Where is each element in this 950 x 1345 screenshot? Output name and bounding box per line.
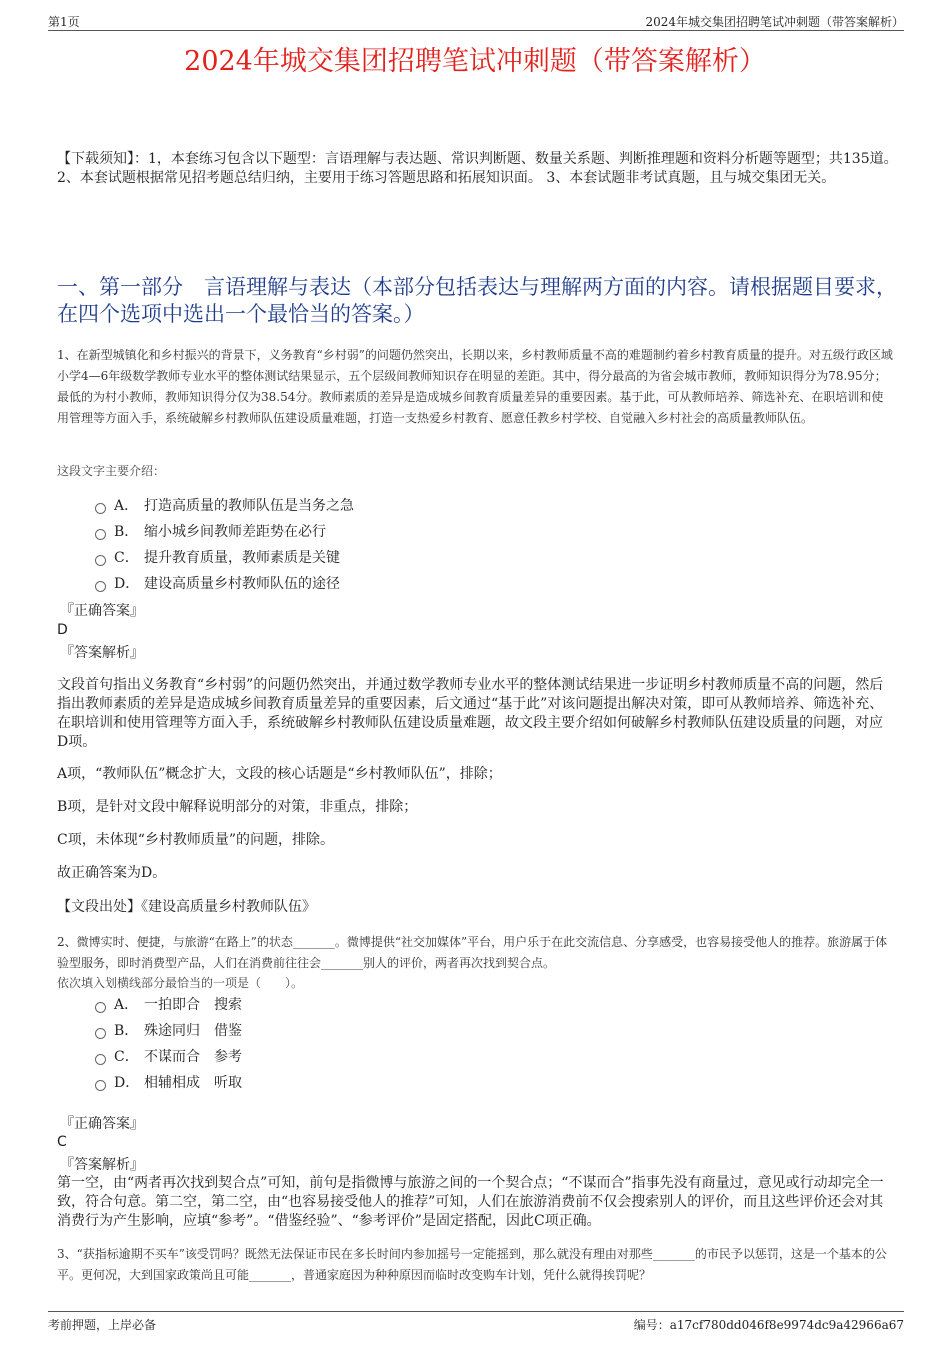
radio-icon[interactable] [95,1080,106,1091]
q2-analysis: 第一空，由“两者再次找到契合点”可知，前句是指微博与旅游之间的一个契合点；“不谋而合”指事先没有商量过，意见或行动却完全一致，符合句意。第二空，第二空，由“也容易接受他人的推荐”可知，人们在旅游消费前不仅会搜索别人的评价，而且这些评价还会对其消费行为产生影响，应填“参考”。“借鉴经验”、“参考评价”是固定搭配，因此C项正确。 [57,1175,884,1229]
q1-option-d[interactable]: D． 建设高质量乡村教师队伍的途径 [95,573,340,595]
q1-source: 【文段出处】《建设高质量乡村教师队伍》 [57,899,316,915]
question-2-text: 2、微博实时、便捷，与旅游“在路上”的状态_______。微博提供“社交加媒体”平台，用户乐于在此交流信息、分享感受，也容易接受他人的推荐。旅游属于体验型服务，即时消费型产品，人们在消费前往往会_______别人的评价，两者再次找到契合点。 [57,935,888,970]
q1-analysis-c: C项，未体现“乡村教师质量”的问题，排除。 [57,832,335,848]
q1-answer-label: 『正确答案』 [60,603,144,619]
q1-analysis-conclusion: 故正确答案为D。 [57,865,167,881]
footer-slogan: 考前押题，上岸必备 [48,1318,157,1332]
q1-analysis-a: A项，“教师队伍”概念扩大，文段的核心话题是“乡村教师队伍”，排除； [57,766,502,782]
download-notice: 【下载须知】：1，本套练习包含以下题型：言语理解与表达题、常识判断题、数量关系题、判断推理题和资料分析题等题型；共135道。 2、本套试题根据常见招考题总结归纳，主要用于练习答题思路和拓展知识面。 3、本套试题非考试真题，且与城交集团无关。 [57,151,898,186]
radio-icon[interactable] [95,1002,106,1013]
q2-option-b[interactable]: B． 殊途同归 借鉴 [95,1020,242,1042]
question-1-lead: 这段文字主要介绍： [57,464,166,478]
radio-icon[interactable] [95,529,106,540]
q2-answer: C [57,1134,67,1150]
q1-analysis-label: 『答案解析』 [60,645,144,661]
q2-answer-label: 『正确答案』 [60,1116,144,1132]
radio-icon[interactable] [95,581,106,592]
page-number: 第1页 [48,15,80,29]
q2-option-d[interactable]: D． 相辅相成 听取 [95,1072,242,1094]
page-title: 2024年城交集团招聘笔试冲刺题（带答案解析） [184,46,766,77]
header-doc-title: 2024年城交集团招聘笔试冲刺题（带答案解析） [645,15,904,29]
radio-icon[interactable] [95,1054,106,1065]
section-heading: 一、第一部分 言语理解与表达（本部分包括表达与理解两方面的内容。请根据题目要求，在四个选项中选出一个最恰当的答案。） [57,275,897,326]
q1-analysis-b: B项，是针对文段中解释说明部分的对策，非重点，排除； [57,799,418,815]
question-1-text: 1、在新型城镇化和乡村振兴的背景下，义务教育“乡村弱”的问题仍然突出，长期以来，乡村教师质量不高的难题制约着乡村教育质量的提升。对五级行政区域小学4—6年级数学教师专业水平的整体测试结果显示，五个层级间教师知识存在明显的差距。其中，得分最高的为省会城市教师，教师知识得分为78.95分；最低的为村小教师，教师知识得分仅为38.54分。教师素质的差异是造成城乡间教育质量差异的重要因素。基于此，可从教师培养、筛选补充、在职培训和使用管理等方面入手，系统破解乡村教师队伍建设质量难题，打造一支热爱乡村教育、愿意任教乡村学校、自觉融入乡村社会的高质量教师队伍。 [57,348,893,425]
question-3-text: 3、“获指标逾期不买车”该受罚吗？既然无法保证市民在多长时间内参加摇号一定能摇到，那么就没有理由对那些_______的市民予以惩罚，这是一个基本的公平。更何况，大到国家政策尚且可能_______，普通家庭因为种种原因而临时改变购车计划，凭什么就得挨罚呢？ [57,1247,887,1282]
footer-code: 编号：a17cf780dd046f8e9974dc9a42966a67 [633,1318,904,1332]
radio-icon[interactable] [95,1028,106,1039]
q1-option-c[interactable]: C． 提升教育质量，教师素质是关键 [95,547,340,569]
q2-option-a[interactable]: A． 一拍即合 搜索 [95,994,242,1016]
radio-icon[interactable] [95,555,106,566]
question-2-lead: 依次填入划横线部分最恰当的一项是（ ）。 [57,976,304,990]
page-header [48,10,904,31]
q1-option-b[interactable]: B． 缩小城乡间教师差距势在必行 [95,521,326,543]
q1-answer: D [57,622,68,638]
page-footer [48,1311,904,1332]
radio-icon[interactable] [95,503,106,514]
q1-analysis-main: 文段首句指出义务教育“乡村弱”的问题仍然突出，并通过数学教师专业水平的整体测试结果进一步证明乡村教师质量不高的问题，然后指出教师素质的差异是造成城乡间教育质量差异的重要因素，后文通过“基于此”对该问题提出解决对策，即可从教师培养、筛选补充、在职培训和使用管理等方面入手，系统破解乡村教师队伍建设质量难题，故文段主要介绍如何破解乡村教师队伍建设质量的问题，对应D项。 [57,677,884,750]
q2-option-c[interactable]: C． 不谋而合 参考 [95,1046,242,1068]
q1-option-a[interactable]: A． 打造高质量的教师队伍是当务之急 [95,495,354,517]
q2-analysis-label: 『答案解析』 [60,1157,144,1173]
